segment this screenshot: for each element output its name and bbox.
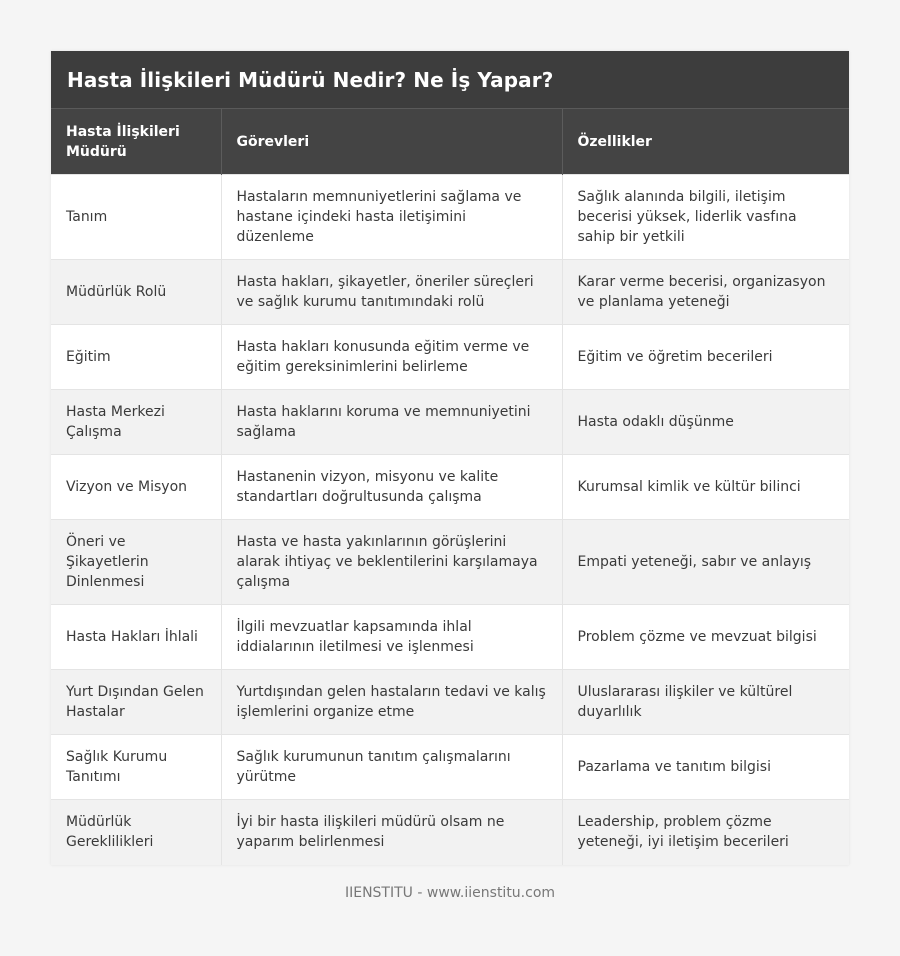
cell-role: Müdürlük Rolü [51, 260, 221, 325]
cell-trait: Pazarlama ve tanıtım bilgisi [562, 735, 849, 800]
cell-role: Yurt Dışından Gelen Hastalar [51, 670, 221, 735]
table-row [51, 800, 849, 865]
table-row [51, 390, 849, 455]
cell-trait: Karar verme becerisi, organizasyon ve planlama yeteneği [562, 260, 849, 325]
cell-role: Öneri ve Şikayetlerin Dinlenmesi [51, 520, 221, 605]
cell-role: Vizyon ve Misyon [51, 455, 221, 520]
cell-duty: Sağlık kurumunun tanıtım çalışmalarını yürütme [221, 735, 562, 800]
table-row [51, 520, 849, 605]
page-title: Hasta İlişkileri Müdürü Nedir? Ne İş Yapar? [67, 67, 554, 92]
cell-role: Hasta Merkezi Çalışma [51, 390, 221, 455]
cell-trait: Hasta odaklı düşünme [562, 390, 849, 455]
column-header-duties: Görevleri [221, 109, 562, 175]
cell-role: Sağlık Kurumu Tanıtımı [51, 735, 221, 800]
cell-trait: Uluslararası ilişkiler ve kültürel duyarlılık [562, 670, 849, 735]
cell-duty: İyi bir hasta ilişkileri müdürü olsam ne yaparım belirlenmesi [221, 800, 562, 865]
cell-duty: Hastanenin vizyon, misyonu ve kalite standartları doğrultusunda çalışma [221, 455, 562, 520]
table-row [51, 605, 849, 670]
table-row [51, 175, 849, 260]
column-header-traits: Özellikler [562, 109, 849, 175]
table-row [51, 455, 849, 520]
cell-trait: Kurumsal kimlik ve kültür bilinci [562, 455, 849, 520]
cell-duty: Yurtdışından gelen hastaların tedavi ve kalış işlemlerini organize etme [221, 670, 562, 735]
table-row [51, 735, 849, 800]
cell-trait: Sağlık alanında bilgili, iletişim becerisi yüksek, liderlik vasfına sahip bir yetkili [562, 175, 849, 260]
title-bar [51, 51, 849, 109]
cell-duty: Hasta ve hasta yakınlarının görüşlerini alarak ihtiyaç ve beklentilerini karşılamaya çalışma [221, 520, 562, 605]
cell-role: Eğitim [51, 325, 221, 390]
footer-credit: IIENSTITU - www.iienstitu.com [344, 885, 556, 901]
table-row [51, 325, 849, 390]
cell-duty: Hastaların memnuniyetlerini sağlama ve hastane içindeki hasta iletişimini düzenleme [221, 175, 562, 260]
cell-trait: Problem çözme ve mevzuat bilgisi [562, 605, 849, 670]
cell-role: Müdürlük Gereklilikleri [51, 800, 221, 865]
table-row [51, 670, 849, 735]
cell-trait: Eğitim ve öğretim becerileri [562, 325, 849, 390]
cell-duty: Hasta hakları konusunda eğitim verme ve eğitim gereksinimlerini belirleme [221, 325, 562, 390]
cell-duty: Hasta hakları, şikayetler, öneriler süreçleri ve sağlık kurumu tanıtımındaki rolü [221, 260, 562, 325]
info-table [51, 109, 849, 865]
content-card [51, 51, 849, 865]
table-row [51, 260, 849, 325]
table-header-row [51, 109, 849, 175]
column-header-role: Hasta İlişkileri Müdürü [51, 109, 221, 175]
cell-duty: İlgili mevzuatlar kapsamında ihlal iddialarının iletilmesi ve işlenmesi [221, 605, 562, 670]
cell-role: Hasta Hakları İhlali [51, 605, 221, 670]
cell-duty: Hasta haklarını koruma ve memnuniyetini sağlama [221, 390, 562, 455]
cell-trait: Leadership, problem çözme yeteneği, iyi iletişim becerileri [562, 800, 849, 865]
cell-role: Tanım [51, 175, 221, 260]
cell-trait: Empati yeteneği, sabır ve anlayış [562, 520, 849, 605]
